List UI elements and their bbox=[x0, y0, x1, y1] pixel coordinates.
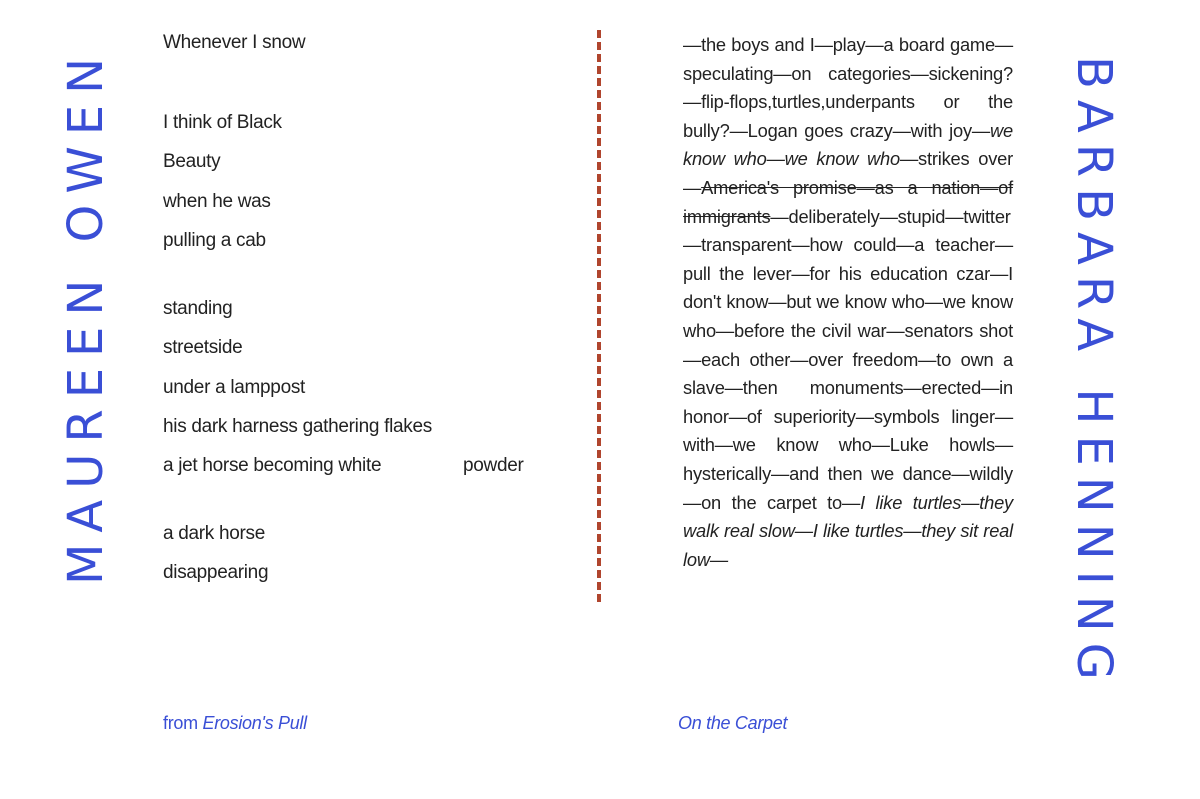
poem-line: pulling a cab bbox=[163, 230, 266, 251]
poem-line: a dark horse bbox=[163, 523, 266, 544]
poem-line: disappearing bbox=[163, 562, 269, 583]
poem-line: I think of Black bbox=[163, 112, 282, 133]
poem-segment: —deliberately—stupid—twitter—transparent—how could—a teacher—pull the lever—for his education czar—I don't know—but we know who—we know who—before the civil war—senators shot—each other—over freedom—to own a slave—then monuments—erected—in honor—of superiority—symbols linger—with—we know who—Luke howls—hysterically—and then we dance—wildly—on the carpet to— bbox=[683, 205, 1013, 513]
poem-line: standing bbox=[163, 298, 233, 319]
poem-line: Beauty bbox=[163, 151, 221, 172]
poem-line: Whenever I snow bbox=[163, 32, 306, 53]
right-author-name: BARBARA HENNING bbox=[1066, 55, 1122, 691]
poem-segment-italic: we know who—we know who bbox=[683, 119, 1013, 170]
poem-line: his dark harness gathering flakes bbox=[163, 416, 432, 437]
center-divider bbox=[597, 30, 601, 602]
poem-segment-italic: I like turtles—they walk real slow—I like turtles—they sit real low— bbox=[683, 491, 1013, 570]
right-credit bbox=[678, 713, 787, 734]
poem-segment-struck: America's promise—as a nation—of immigrants bbox=[683, 176, 1013, 227]
poem-segment: —the boys and I—play—a board game—speculating—on categories—sickening?—flip-flops,turtles,underpants or the bully?—Logan goes crazy—with joy— bbox=[683, 34, 1013, 141]
credit-title: Erosion's Pull bbox=[202, 713, 307, 733]
credit-prefix: from bbox=[163, 713, 203, 733]
credit-title: On the Carpet bbox=[678, 713, 788, 733]
poem-segment: —strikes over— bbox=[683, 148, 1013, 198]
poem-word-powder: powder bbox=[463, 455, 524, 476]
poem-line: under a lamppost bbox=[163, 377, 306, 398]
poem-line: when he was bbox=[163, 191, 271, 212]
left-credit bbox=[163, 713, 307, 734]
left-author-name: MAUREEN OWEN bbox=[58, 46, 114, 586]
right-poem bbox=[683, 31, 1013, 574]
poem-line: a jet horse becoming white bbox=[163, 455, 382, 476]
poem-line: streetside bbox=[163, 337, 243, 358]
